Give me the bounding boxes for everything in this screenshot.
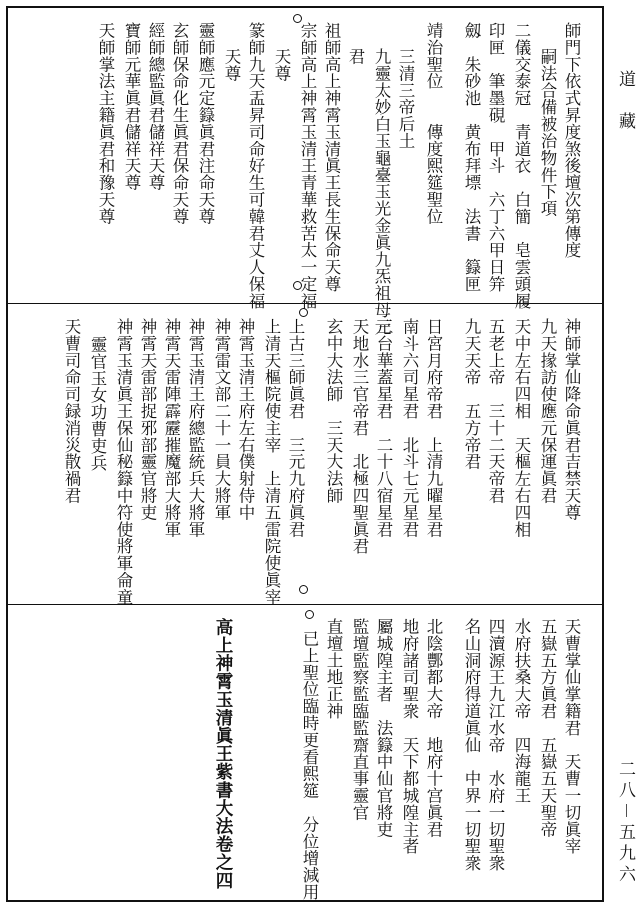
text-column: 天曹掌仙掌籍君 天曹一切眞宰	[562, 618, 581, 855]
section-marker-circle	[305, 610, 314, 619]
text-column: 寶師元華眞君儲祥天尊	[122, 22, 141, 191]
text-column: 九天天帝 五方帝君	[462, 318, 481, 471]
text-column: 上清天樞院使主宰 上清五雷院使眞宰	[262, 318, 281, 606]
section-marker-circle	[299, 585, 308, 594]
text-column: 祖師高上神霄玉清眞王長生保命天尊	[322, 22, 341, 293]
text-column: 神霄天雷陣霹靂摧魔部大將軍	[162, 318, 181, 538]
collection-label: 道 藏	[615, 70, 635, 133]
text-column: 宗師高上神霄玉清王青華救苦太一定福	[298, 22, 317, 310]
text-column: 三清三帝后土	[396, 48, 415, 150]
text-column: 君	[346, 48, 365, 65]
text-column: 靖治聖位 傳度熙筵聖位	[424, 22, 443, 225]
text-column: 神霄玉清眞王保仙秘籙中符使將軍侖童	[114, 318, 133, 606]
section-marker-circle	[293, 14, 302, 23]
text-column: 五老上帝 三十二天帝君	[486, 318, 505, 504]
text-column: 玄中大法師 三天大法師	[324, 318, 343, 504]
text-column: 地府諸司聖衆 天下都城隍主者	[400, 618, 419, 855]
text-column: 九天掾訪使應元保運眞君	[538, 318, 557, 504]
text-column: 直壇土地正神	[324, 618, 343, 720]
text-column: 水府扶桑大帝 四海龍王	[512, 618, 531, 804]
section-divider-2	[8, 604, 602, 605]
text-column: 天尊	[272, 48, 291, 82]
text-column: 二儀交泰冠 青道衣 白簡 皂雲頭履	[512, 22, 531, 310]
text-column: 南斗六司星君 北斗七元星君	[400, 318, 419, 538]
text-column: 師門下依式昇度煞後壇次第傳度	[562, 22, 581, 259]
text-column: 天地水三官帝君 北極四聖眞君	[350, 318, 369, 555]
text-column: 神霄雷文部二十一員大將軍	[212, 318, 231, 521]
text-column: 天師掌法主籍眞君和豫天尊	[96, 22, 115, 225]
text-column: 天中左右四相 天樞左右四相	[512, 318, 531, 538]
text-column: 神師掌仙降命眞君吉禁天尊	[562, 318, 581, 521]
text-column: 經師總監眞君儲祥天尊	[146, 22, 165, 191]
text-column: 日宮月府帝君 上清九曜星君	[424, 318, 443, 538]
text-column: 靈師應元定籙眞君注命天尊	[196, 22, 215, 225]
text-column: 監壇監察監臨監齋直事靈官	[350, 618, 369, 821]
text-column: 天尊	[222, 48, 241, 82]
text-column: 神霄天雷部捉邪部靈官將吏	[138, 318, 157, 521]
text-column: 名山洞府得道眞仙 中界一切聖衆	[462, 618, 481, 872]
text-column: 天曹司命司録消災散禍君	[62, 318, 81, 504]
volume-title: 高上神霄玉清眞王紫書大法卷之四	[213, 618, 233, 890]
text-column: 神霄玉清王府左右僕射侍中	[236, 318, 255, 521]
text-column: 嗣法合備被治物件下項	[538, 48, 557, 217]
text-column: 已上聖位臨時更看熙筵 分位增減用	[300, 630, 319, 901]
text-column: 九靈太妙白玉龜臺玉光金眞九炁祖母元	[372, 48, 391, 336]
text-column: 五嶽五方眞君 五嶽五天聖帝	[538, 618, 557, 838]
text-column: 上古三師眞君 三元九府眞君	[286, 318, 305, 538]
text-column: 印匣 筆墨硯 甲斗 六丁六甲日笄	[486, 22, 505, 293]
text-column: 玄師保命化生眞君保命天尊	[170, 22, 189, 225]
text-column: 篆師九天盂昇司命好生可韓君丈人保福	[246, 22, 265, 310]
section-marker-circle	[299, 308, 308, 317]
text-column: 屬城隍主者 法籙中仙官將吏	[374, 618, 393, 838]
text-column: 四瀆源王九江水帝 水府一切聖衆	[486, 618, 505, 872]
page-number: 二八－五九六	[615, 760, 635, 886]
section-marker-circle	[293, 281, 302, 290]
text-column: 神霄玉清王府總監統兵大將軍	[186, 318, 205, 538]
text-column: 北陰酆都大帝 地府十宫眞君	[424, 618, 443, 838]
text-column: 三台華蓋星君 二十八宿星君	[374, 318, 393, 538]
text-column: 劔 朱砂池 黄布拜墂 法書 籙匣	[462, 22, 481, 293]
text-column: 靈官玉女功曹吏兵	[88, 336, 107, 472]
